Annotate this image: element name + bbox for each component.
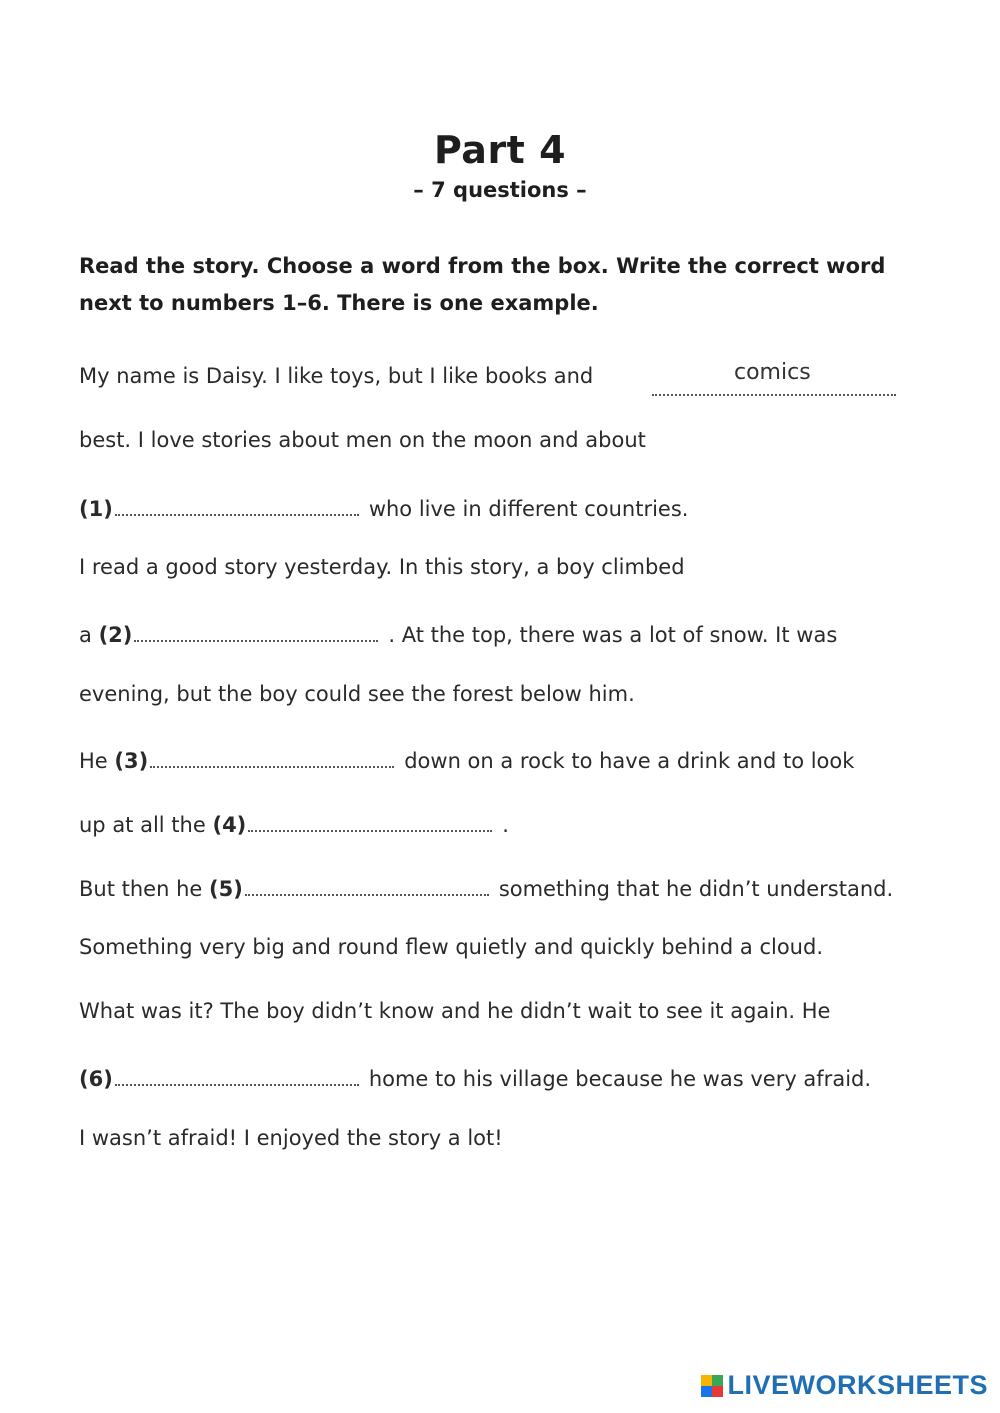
story-line-10 — [79, 935, 823, 959]
story-line-13 — [79, 1126, 503, 1150]
answer-blank-2[interactable] — [134, 618, 378, 642]
story-text: I read a good story yesterday. In this story, a boy climbed — [79, 555, 685, 579]
logo-mark-icon — [701, 1375, 723, 1397]
question-number-4: (4) — [212, 813, 247, 837]
story-line-9 — [79, 872, 893, 901]
story-text: Something very big and round flew quietly and quickly behind a cloud. — [79, 935, 823, 959]
story-text: something that he didn’t understand. — [498, 877, 894, 901]
question-number-5: (5) — [209, 877, 243, 901]
story-line-4 — [79, 555, 685, 579]
page-title: Part 4 — [433, 128, 567, 172]
answer-blank-5[interactable] — [245, 872, 489, 896]
question-number-2: (2) — [98, 623, 133, 647]
question-number-3: (3) — [114, 749, 149, 773]
question-number-1: (1) — [79, 497, 113, 521]
story-line-1 — [79, 364, 593, 388]
story-text: What was it? The boy didn’t know and he didn’t wait to see it again. He — [79, 999, 831, 1023]
story-text: best. I love stories about men on the moon and about — [79, 428, 646, 452]
story-line-5 — [79, 618, 837, 647]
page-subtitle: – 7 questions – — [413, 178, 587, 202]
answer-blank-4[interactable] — [248, 808, 492, 832]
story-line-11 — [79, 999, 830, 1023]
question-number-6: (6) — [79, 1067, 113, 1091]
story-line-12 — [79, 1062, 871, 1091]
answer-blank-1[interactable] — [115, 492, 359, 516]
story-text: evening, but the boy could see the forest below him. — [79, 682, 635, 706]
answer-blank-3[interactable] — [150, 744, 394, 768]
answer-blank-6[interactable] — [115, 1062, 359, 1086]
story-text: . — [502, 813, 509, 837]
story-text: He — [79, 749, 108, 773]
story-text: up at all the — [79, 813, 206, 837]
story-text: I wasn’t afraid! I enjoyed the story a lot! — [79, 1126, 503, 1150]
instructions: Read the story. Choose a word from the box. Write the correct word next to numbers 1–6. There is one example. — [79, 254, 886, 315]
logo-text: LIVEWORKSHEETS — [727, 1370, 988, 1400]
story-text: a — [79, 623, 92, 647]
story-line-6 — [79, 682, 635, 706]
story-text: down on a rock to have a drink and to look — [404, 749, 855, 773]
story-line-3 — [79, 492, 688, 521]
liveworksheets-logo — [701, 1370, 988, 1401]
story-text: home to his village because he was very afraid. — [368, 1067, 872, 1091]
story-line-8 — [79, 808, 509, 837]
story-text: But then he — [79, 877, 203, 901]
story-line-7 — [79, 744, 854, 773]
story-text: . At the top, there was a lot of snow. It was — [388, 623, 838, 647]
story-line-2 — [79, 428, 646, 452]
story-text: My name is Daisy. I like toys, but I like books and — [79, 364, 594, 388]
story-text: who live in different countries. — [368, 497, 689, 521]
example-answer: comics — [734, 360, 811, 385]
